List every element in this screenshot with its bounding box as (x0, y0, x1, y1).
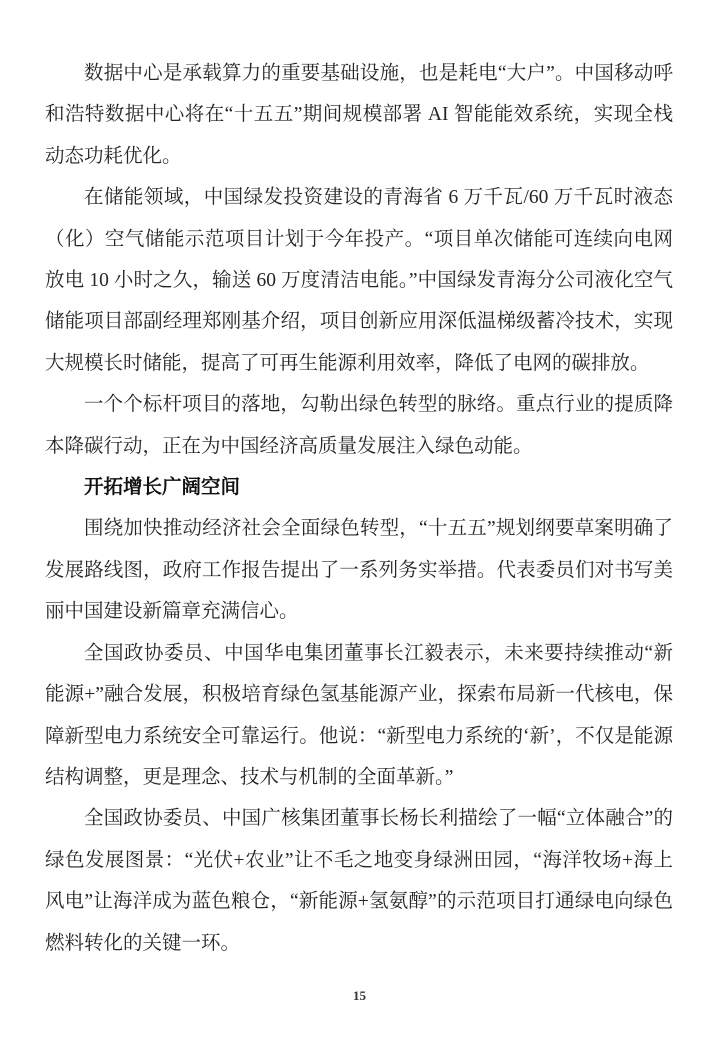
document-body (45, 53, 673, 964)
paragraph-cgn-chairman: 全国政协委员、中国广核集团董事长杨长利描绘了一幅“立体融合”的绿色发展图景：“光伏+农业”让不毛之地变身绿洲田园，“海洋牧场+海上风电”让海洋成为蓝色粮仓，“新能源+氢氨醇”的示范项目打通绿电向绿色燃料转化的关键一环。 (45, 808, 673, 954)
page-number: 15 (353, 988, 366, 1003)
paragraph-data-center: 数据中心是承载算力的重要基础设施，也是耗电“大户”。中国移动呼和浩特数据中心将在“十五五”期间规模部署 AI 智能能效系统，实现全栈动态功耗优化。 (45, 63, 673, 167)
paragraph-green-transition-plan: 围绕加快推动经济社会全面绿色转型，“十五五”规划纲要草案明确了发展路线图，政府工作报告提出了一系列务实举措。代表委员们对书写美丽中国建设新篇章充满信心。 (45, 518, 673, 623)
section-heading-growth-space: 开拓增长广阔空间 (84, 476, 241, 499)
paragraph-huadian-chairman: 全国政协委员、中国华电集团董事长江毅表示，未来要持续推动“新能源+”融合发展，积极培育绿色氢基能源产业，探索布局新一代核电，保障新型电力系统安全可靠运行。他说：“新型电力系统的‘新’，不仅是能源结构调整，更是理念、技术与机制的全面革新。” (45, 642, 673, 788)
paragraph-benchmark-projects: 一个个标杆项目的落地，勾勒出绿色转型的脉络。重点行业的提质降本降碳行动，正在为中国经济高质量发展注入绿色动能。 (45, 394, 673, 457)
paragraph-energy-storage: 在储能领域，中国绿发投资建设的青海省 6 万千瓦/60 万千瓦时液态（化）空气储能示范项目计划于今年投产。“项目单次储能可连续向电网放电 10 小时之久，输送 60 万度清洁电能。”中国绿发青海分公司液化空气储能项目部副经理郑刚基介绍，项目创新应用深低温梯级蓄冷技术，实现大规模长时储能，提高了可再生能源利用效率，降低了电网的碳排放。 (45, 187, 673, 374)
